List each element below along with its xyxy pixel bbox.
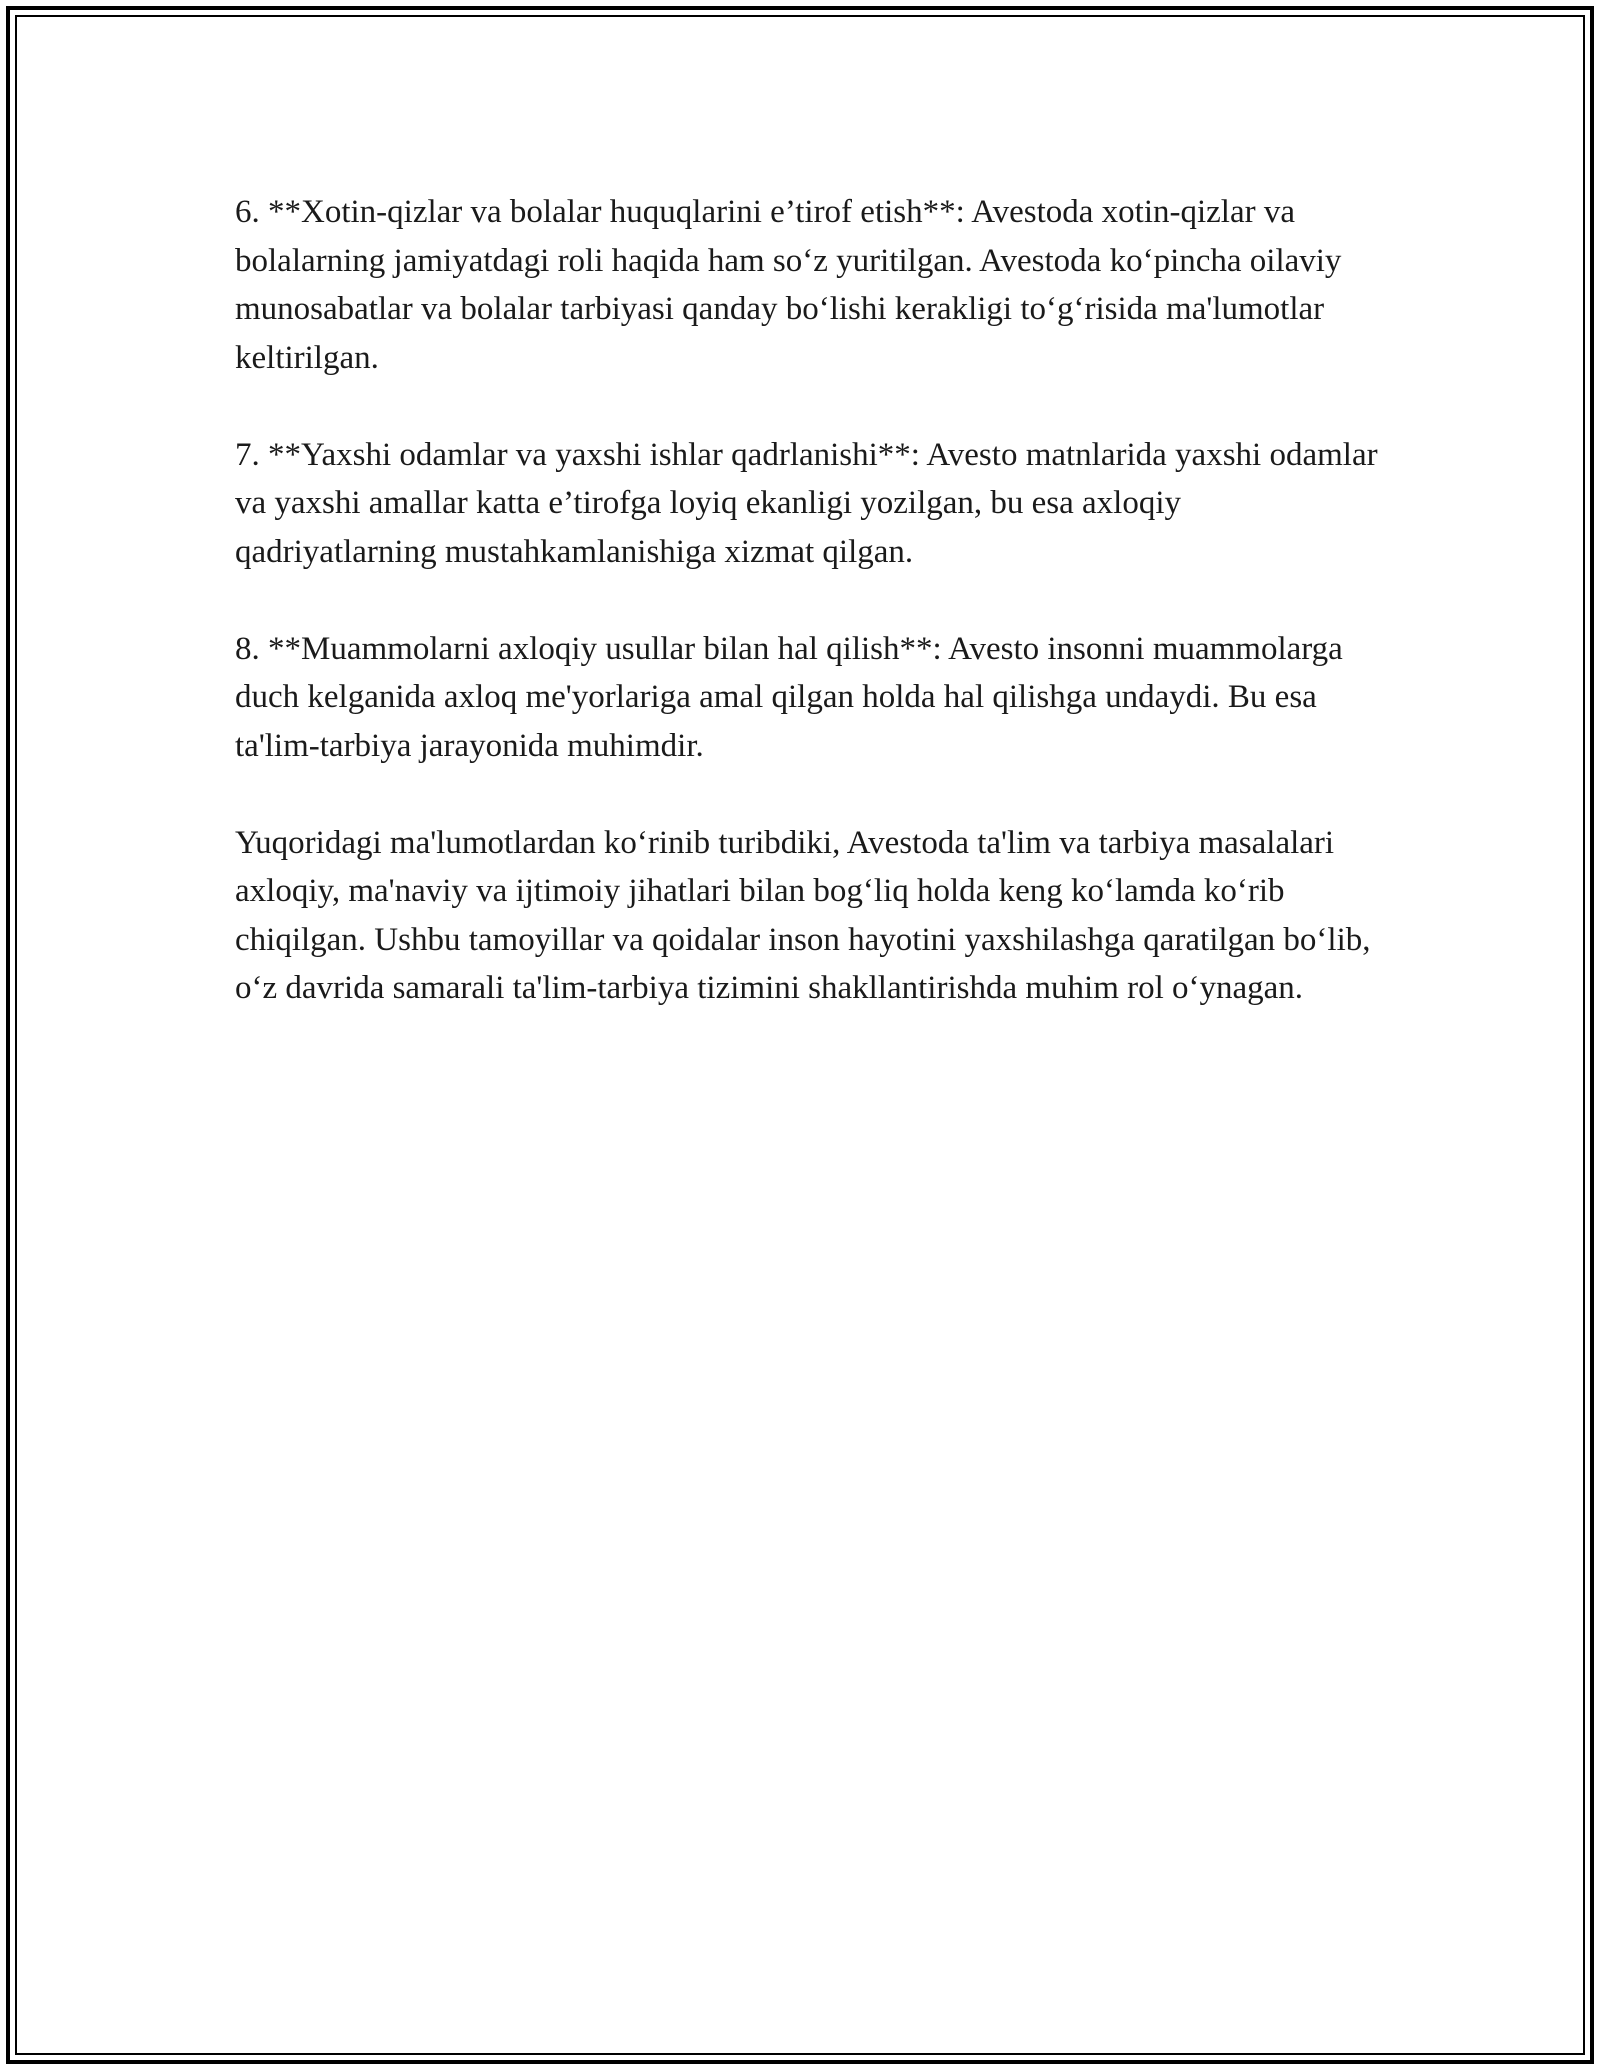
paragraph-item-7: 7. **Yaxshi odamlar va yaxshi ishlar qadrlanishi**: Avesto matnlarida yaxshi odamlar va yaxshi amallar katta e’tirofga loyiq ekanligi yozilgan, bu esa axloqiy qadriyatlarning mustahkamlanishiga xizmat qilgan. [235, 436, 1378, 570]
paragraph-item-8: 8. **Muammolarni axloqiy usullar bilan hal qilish**: Avesto insonni muammolarga duch kelganida axloq me'yorlariga amal qilgan holda hal qilishga undaydi. Bu esa ta'lim-tarbiya jarayonida muhimdir. [235, 630, 1343, 764]
document-body [235, 188, 1385, 1013]
paragraph-conclusion: Yuqoridagi ma'lumotlardan ko‘rinib turibdiki, Avestoda ta'lim va tarbiya masalalari axloqiy, ma'naviy va ijtimoiy jihatlari bilan bog‘liq holda keng ko‘lamda ko‘rib chiqilgan. Ushbu tamoyillar va qoidalar inson hayotini yaxshilashga qaratilgan bo‘lib, o‘z davrida samarali ta'lim-tarbiya tizimini shakllantirishda muhim rol o‘ynagan. [235, 824, 1371, 1006]
paragraph-item-6: 6. **Xotin-qizlar va bolalar huquqlarini e’tirof etish**: Avestoda xotin-qizlar va bolalarning jamiyatdagi roli haqida ham so‘z yuritilgan. Avestoda ko‘pincha oilaviy munosabatlar va bolalar tarbiyasi qanday bo‘lishi kerakligi to‘g‘risida ma'lumotlar keltirilgan. [235, 194, 1342, 376]
